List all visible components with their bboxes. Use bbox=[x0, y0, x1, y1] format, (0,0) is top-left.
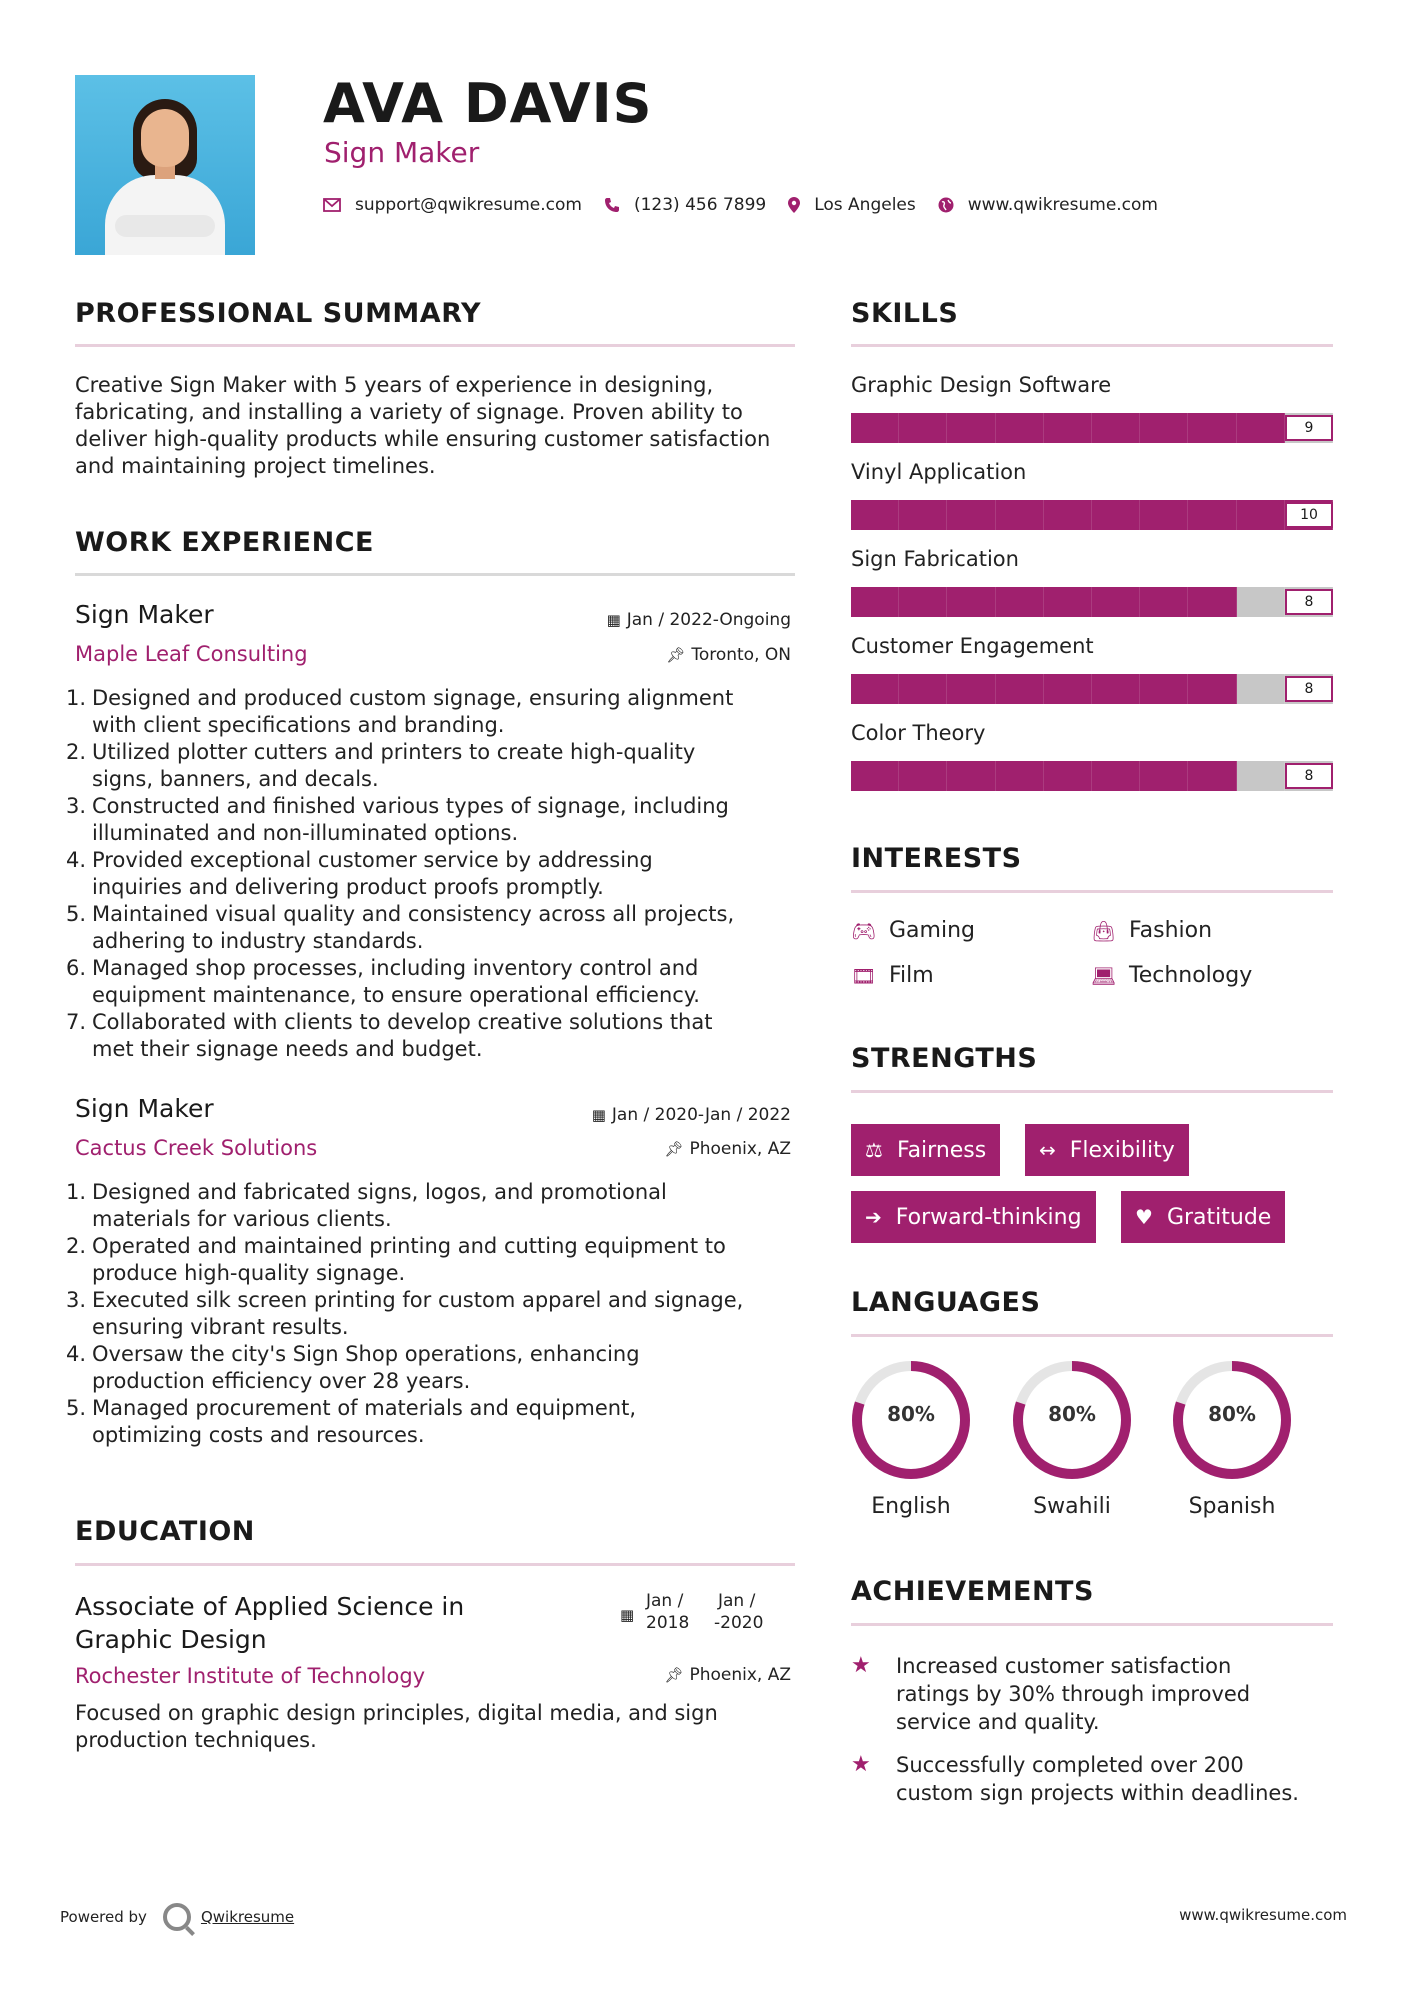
interest-technology: 💻︎ Technology bbox=[1091, 963, 1253, 988]
shopping-bag-icon: 👜︎ bbox=[1091, 918, 1117, 943]
skill-bar-filled-segment bbox=[996, 413, 1044, 443]
skill-bar-filled-segment bbox=[1140, 674, 1188, 704]
job-title: Sign Maker bbox=[75, 1094, 214, 1123]
interest-film: 🎞︎ Film bbox=[851, 963, 934, 988]
skill-score: 8 bbox=[1285, 676, 1333, 702]
calendar-icon: ▦ bbox=[591, 1106, 606, 1124]
skill-bar-filled-segment bbox=[1092, 500, 1140, 530]
list-item: 6. Managed shop processes, including inventory control and equipment maintenance, to ensure operational efficiency. bbox=[66, 956, 700, 1007]
list-item: 7. Collaborated with clients to develop creative solutions that met their signage needs and budget. bbox=[66, 1010, 713, 1061]
language-item bbox=[1170, 1358, 1294, 1519]
skill-score: 8 bbox=[1285, 589, 1333, 615]
skill-bar-filled-segment bbox=[1188, 674, 1236, 704]
job-company: Cactus Creek Solutions bbox=[75, 1136, 318, 1160]
education-description: Focused on graphic design principles, digital media, and sign production techniques. bbox=[75, 1701, 718, 1752]
skill-bar-filled-segment bbox=[851, 674, 899, 704]
pushpin-icon: 📌︎ bbox=[664, 1666, 684, 1684]
candidate-title: Sign Maker bbox=[324, 136, 480, 169]
skill-name: Sign Fabrication bbox=[851, 547, 1019, 571]
skill-bar-filled-segment bbox=[1140, 500, 1188, 530]
language-percent: 80% bbox=[1048, 1402, 1096, 1426]
skill-bar-filled-segment bbox=[1188, 500, 1236, 530]
achievement-item: ★ Increased customer satisfaction ratings by 30% through improved service and quality. bbox=[851, 1653, 1251, 1734]
skill-bar-filled-segment bbox=[1237, 500, 1285, 530]
skill-bar-empty-segment bbox=[1237, 674, 1285, 704]
education-location: 📌︎ Phoenix, AZ bbox=[664, 1665, 791, 1685]
skill-name: Customer Engagement bbox=[851, 634, 1094, 658]
skill-bar-empty-segment bbox=[1237, 761, 1285, 791]
skill-bar bbox=[851, 413, 1333, 443]
footer-brand-link[interactable]: Qwikresume bbox=[200, 1908, 295, 1926]
job-bullets bbox=[66, 1179, 806, 1449]
skill-bar-filled-segment bbox=[1044, 500, 1092, 530]
summary-text: Creative Sign Maker with 5 years of experience in designing, fabricating, and installing a variety of signage. Proven ability to deliver high-quality products while ensuring customer satisfaction and maintaining project timelines. bbox=[75, 373, 771, 478]
contact-location: Los Angeles bbox=[814, 195, 916, 215]
skill-bar-filled-segment bbox=[1188, 413, 1236, 443]
job-location: 📌︎ Phoenix, AZ bbox=[664, 1139, 791, 1159]
skill-bar-empty-segment bbox=[1237, 587, 1285, 617]
skill-bar-filled-segment bbox=[1237, 413, 1285, 443]
candidate-name: AVA DAVIS bbox=[323, 72, 653, 135]
contact-phone[interactable]: (123) 456 7899 bbox=[633, 195, 767, 215]
education-start-date: Jan / 2018 bbox=[646, 1591, 690, 1633]
gamepad-icon: 🎮︎ bbox=[851, 918, 877, 943]
skill-bar-filled-segment bbox=[899, 674, 947, 704]
skill-score: 8 bbox=[1285, 763, 1333, 789]
skill-bar-filled-segment bbox=[947, 500, 995, 530]
skill-bar-filled-segment bbox=[851, 413, 899, 443]
skill-bar-filled-segment bbox=[1188, 761, 1236, 791]
job-location: 📌︎ Toronto, ON bbox=[666, 645, 791, 665]
skill-bar-filled-segment bbox=[1092, 587, 1140, 617]
job-bullets bbox=[66, 685, 806, 1063]
skill-bar-filled-segment bbox=[1092, 761, 1140, 791]
shooting-star-icon: ★ bbox=[851, 1752, 871, 1777]
strength-tag: ♥ Gratitude bbox=[1121, 1191, 1285, 1243]
languages-heading: LANGUAGES bbox=[851, 1287, 1041, 1318]
skill-bar bbox=[851, 500, 1333, 530]
language-item bbox=[849, 1358, 973, 1519]
skill-bar-filled-segment bbox=[1140, 761, 1188, 791]
work-heading: WORK EXPERIENCE bbox=[75, 527, 374, 558]
contact-website[interactable]: www.qwikresume.com bbox=[967, 195, 1158, 215]
skill-bar-filled-segment bbox=[996, 761, 1044, 791]
education-heading: EDUCATION bbox=[75, 1516, 255, 1547]
envelope-icon bbox=[323, 198, 341, 212]
phone-icon bbox=[604, 197, 620, 213]
languages-divider bbox=[851, 1334, 1333, 1337]
language-name: Spanish bbox=[1188, 1494, 1276, 1519]
language-percent: 80% bbox=[1208, 1402, 1256, 1426]
list-item: 4. Oversaw the city's Sign Shop operations, enhancing production efficiency over 28 years. bbox=[66, 1342, 640, 1393]
skill-bar-filled-segment bbox=[947, 587, 995, 617]
job-title: Sign Maker bbox=[75, 600, 214, 629]
strength-tag: ⚖︎ Fairness bbox=[851, 1124, 1000, 1176]
list-item: 5. Maintained visual quality and consistency across all projects, adhering to industry standards. bbox=[66, 902, 735, 953]
language-percent: 80% bbox=[887, 1402, 935, 1426]
skill-name: Graphic Design Software bbox=[851, 373, 1112, 397]
language-item bbox=[1010, 1358, 1134, 1519]
skill-bar-filled-segment bbox=[996, 587, 1044, 617]
skill-name: Color Theory bbox=[851, 721, 986, 745]
list-item: 4. Provided exceptional customer service by addressing inquiries and delivering product proofs promptly. bbox=[66, 848, 653, 899]
interests-divider bbox=[851, 890, 1333, 893]
list-item: 3. Constructed and finished various types of signage, including illuminated and non-illuminated options. bbox=[66, 794, 729, 845]
skill-bar-filled-segment bbox=[1092, 413, 1140, 443]
skill-bar-filled-segment bbox=[899, 761, 947, 791]
footer-website[interactable]: www.qwikresume.com bbox=[1179, 1906, 1347, 1924]
profile-photo bbox=[75, 75, 255, 255]
shooting-star-icon: ★ bbox=[851, 1653, 871, 1678]
skill-bar-filled-segment bbox=[996, 500, 1044, 530]
strengths-divider bbox=[851, 1090, 1333, 1093]
skill-bar-filled-segment bbox=[947, 761, 995, 791]
heart-icon: ♥ bbox=[1135, 1205, 1153, 1229]
film-icon: 🎞︎ bbox=[851, 963, 877, 988]
balance-scale-icon: ⚖︎ bbox=[865, 1138, 883, 1162]
summary-heading: PROFESSIONAL SUMMARY bbox=[75, 298, 482, 329]
skills-divider bbox=[851, 344, 1333, 347]
skill-bar bbox=[851, 674, 1333, 704]
laptop-icon: 💻︎ bbox=[1091, 963, 1117, 988]
skill-bar-filled-segment bbox=[899, 587, 947, 617]
skill-bar-filled-segment bbox=[851, 587, 899, 617]
strengths-heading: STRENGTHS bbox=[851, 1043, 1038, 1074]
skill-score: 10 bbox=[1285, 502, 1333, 528]
skill-bar-filled-segment bbox=[1188, 587, 1236, 617]
degree-title: Associate of Applied Science in Graphic Design bbox=[75, 1592, 465, 1654]
skill-bar-filled-segment bbox=[1092, 674, 1140, 704]
skill-bar-filled-segment bbox=[1140, 413, 1188, 443]
skill-bar-filled-segment bbox=[899, 500, 947, 530]
contact-bar bbox=[323, 195, 1180, 215]
list-item: 5. Managed procurement of materials and equipment, optimizing costs and resources. bbox=[66, 1396, 637, 1447]
list-item: 1. Designed and produced custom signage, ensuring alignment with client specifications and branding. bbox=[66, 686, 734, 737]
summary-divider bbox=[75, 344, 795, 347]
skill-bar-filled-segment bbox=[947, 674, 995, 704]
arrow-right-icon: ➔ bbox=[865, 1205, 882, 1229]
skill-bar-filled-segment bbox=[996, 674, 1044, 704]
pushpin-icon: 📌︎ bbox=[666, 646, 686, 664]
achievement-item: ★ Successfully completed over 200 custom sign projects within deadlines. bbox=[851, 1752, 1299, 1805]
skill-bar-filled-segment bbox=[1044, 674, 1092, 704]
job-company: Maple Leaf Consulting bbox=[75, 642, 308, 666]
education-end-date: Jan / -2020 bbox=[714, 1591, 764, 1633]
skill-bar-filled-segment bbox=[1044, 587, 1092, 617]
interest-gaming: 🎮︎ Gaming bbox=[851, 918, 975, 943]
skill-bar-filled-segment bbox=[1044, 413, 1092, 443]
globe-icon bbox=[938, 197, 954, 213]
skill-bar-filled-segment bbox=[947, 413, 995, 443]
school-name: Rochester Institute of Technology bbox=[75, 1664, 426, 1688]
skill-bar-filled-segment bbox=[851, 761, 899, 791]
skill-bar-filled-segment bbox=[1140, 587, 1188, 617]
skills-heading: SKILLS bbox=[851, 298, 959, 329]
skill-name: Vinyl Application bbox=[851, 460, 1027, 484]
list-item: 3. Executed silk screen printing for custom apparel and signage, ensuring vibrant results. bbox=[66, 1288, 744, 1339]
list-item: 2. Operated and maintained printing and cutting equipment to produce high-quality signage. bbox=[66, 1234, 726, 1285]
strength-tag: ➔ Forward-thinking bbox=[851, 1191, 1096, 1243]
footer-powered-by: Powered by Qwikresume bbox=[60, 1903, 294, 1931]
qwikresume-logo-icon bbox=[163, 1903, 191, 1931]
strength-tag: ↔ Flexibility bbox=[1025, 1124, 1189, 1176]
list-item: 1. Designed and fabricated signs, logos, and promotional materials for various clients. bbox=[66, 1180, 667, 1231]
skill-bar bbox=[851, 761, 1333, 791]
list-item: 2. Utilized plotter cutters and printers to create high-quality signs, banners, and decals. bbox=[66, 740, 696, 791]
achievements-heading: ACHIEVEMENTS bbox=[851, 1576, 1094, 1607]
map-pin-icon bbox=[788, 197, 800, 213]
work-divider bbox=[75, 573, 795, 576]
skill-bar-filled-segment bbox=[899, 413, 947, 443]
calendar-icon: ▦ bbox=[620, 1606, 635, 1624]
pushpin-icon: 📌︎ bbox=[664, 1140, 684, 1158]
skill-bar-filled-segment bbox=[1044, 761, 1092, 791]
arrows-horizontal-icon: ↔ bbox=[1039, 1138, 1056, 1162]
calendar-icon: ▦ bbox=[606, 611, 621, 629]
interest-fashion: 👜︎ Fashion bbox=[1091, 918, 1213, 943]
skill-bar bbox=[851, 587, 1333, 617]
language-name: English bbox=[871, 1494, 951, 1519]
job-date: ▦ Jan / 2022-Ongoing bbox=[606, 610, 791, 630]
language-name: Swahili bbox=[1033, 1494, 1111, 1519]
job-date: ▦ Jan / 2020-Jan / 2022 bbox=[591, 1105, 791, 1125]
interests-heading: INTERESTS bbox=[851, 843, 1022, 874]
contact-email[interactable]: support@qwikresume.com bbox=[355, 195, 582, 215]
skill-bar-filled-segment bbox=[851, 500, 899, 530]
education-divider bbox=[75, 1563, 795, 1566]
skill-score: 9 bbox=[1285, 415, 1333, 441]
achievements-divider bbox=[851, 1623, 1333, 1626]
